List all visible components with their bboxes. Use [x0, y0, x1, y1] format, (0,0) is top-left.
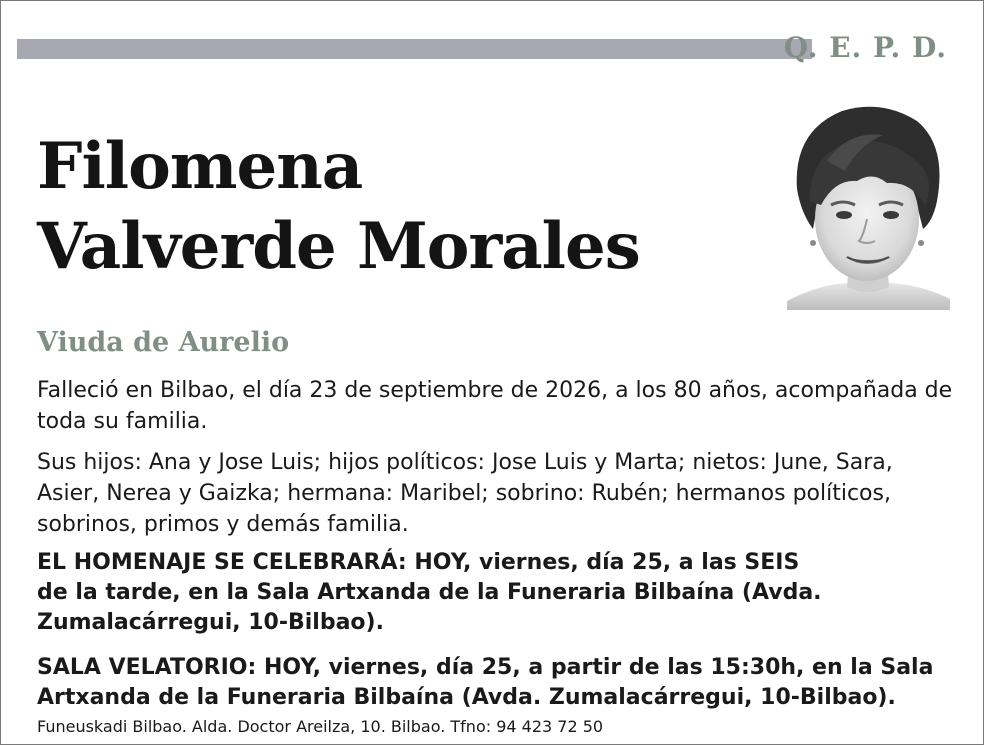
death-announcement: Falleció en Bilbao, el día 23 de septiembre de 2026, a los 80 años, acompañada de toda su familia.: [37, 378, 953, 434]
wake-announcement: [37, 653, 957, 713]
deceased-surnames: Valverde Morales: [37, 209, 640, 284]
funeral-home-info: Funeuskadi Bilbao. Alda. Doctor Areilza, 10. Bilbao. Tfno: 94 423 72 50: [37, 717, 604, 736]
homage-announcement: [37, 548, 957, 638]
homage-line-1: EL HOMENAJE SE CELEBRARÁ: HOY, viernes, día 25, a las SEIS: [37, 550, 800, 575]
deceased-first-name: Filomena: [37, 129, 363, 204]
homage-line-3: Zumalacárregui, 10-Bilbao).: [37, 610, 384, 635]
qepd-label: Q. E. P. D.: [783, 31, 947, 64]
deceased-name: [37, 127, 640, 287]
homage-line-2: de la tarde, en la Sala Artxanda de la Funeraria Bilbaína (Avda.: [37, 580, 822, 605]
header-bar: [17, 39, 812, 59]
wake-line-1: SALA VELATORIO: HOY, viernes, día 25, a partir de las 15:30h, en la Sala: [37, 655, 934, 680]
widow-of: Viuda de Aurelio: [37, 327, 290, 358]
portrait-photo: [787, 101, 950, 310]
family-list: Sus hijos: Ana y Jose Luis; hijos políticos: Jose Luis y Marta; nietos: June, Sara, Asier, Nerea y Gaizka; hermana: Maribel; sobrino: Rubén; hermanos políticos, sobrinos, primos y demás familia.: [37, 450, 893, 537]
wake-line-2: Artxanda de la Funeraria Bilbaína (Avda. Zumalacárregui, 10-Bilbao).: [37, 685, 896, 710]
